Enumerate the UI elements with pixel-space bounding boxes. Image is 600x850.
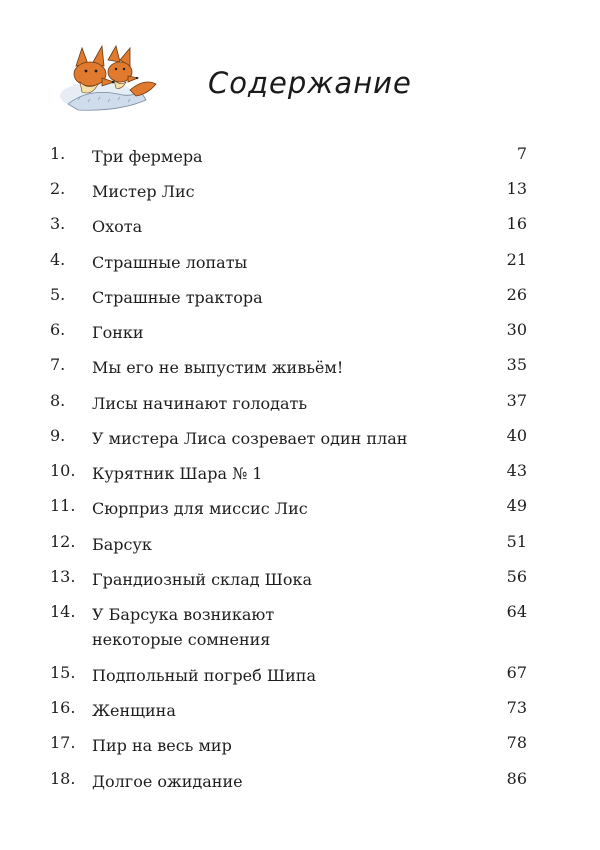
chapter-number: 10.	[50, 461, 76, 480]
toc-entry	[0, 567, 600, 597]
chapter-title: Три фермера	[92, 147, 203, 166]
chapter-number: 3.	[50, 214, 66, 233]
chapter-title: Лисы начинают голодать	[92, 394, 308, 413]
chapter-title: Охота	[92, 217, 143, 236]
page-number: 78	[506, 733, 527, 752]
page-number: 13	[506, 179, 527, 198]
chapter-title: Курятник Шара № 1	[92, 464, 263, 483]
page-number: 26	[506, 285, 527, 304]
chapter-title	[92, 602, 472, 652]
toc-entry	[0, 461, 600, 491]
toc-entry	[0, 769, 600, 799]
chapter-number: 2.	[50, 179, 66, 198]
chapter-title: Долгое ожидание	[92, 772, 243, 791]
chapter-number: 17.	[50, 733, 76, 752]
fox-family-illustration	[58, 38, 168, 116]
page-number: 56	[506, 567, 527, 586]
chapter-title: Грандиозный склад Шока	[92, 570, 313, 589]
chapter-title: Мы его не выпустим живьём!	[92, 358, 344, 377]
chapter-title-line: У Барсука возникают	[92, 605, 275, 624]
page-number: 86	[506, 769, 527, 788]
toc-entry	[0, 320, 600, 350]
chapter-number: 1.	[50, 144, 66, 163]
chapter-title: Барсук	[92, 535, 152, 554]
page-number: 51	[506, 532, 527, 551]
toc-entry	[0, 733, 600, 763]
chapter-number: 18.	[50, 769, 76, 788]
toc-entry	[0, 496, 600, 526]
page-number: 35	[506, 355, 527, 374]
chapter-number: 8.	[50, 391, 66, 410]
header	[0, 0, 600, 130]
chapter-number: 13.	[50, 567, 76, 586]
page-number: 49	[506, 496, 527, 515]
chapter-title: Сюрприз для миссис Лис	[92, 499, 308, 518]
chapter-title: У мистера Лиса созревает один план	[92, 429, 408, 448]
chapter-title: Страшные лопаты	[92, 253, 248, 272]
chapter-number: 15.	[50, 663, 76, 682]
toc-entry	[0, 144, 600, 174]
toc-entry	[0, 602, 600, 654]
page-number: 64	[506, 602, 527, 621]
chapter-title-line: некоторые сомнения	[92, 630, 271, 649]
chapter-number: 5.	[50, 285, 66, 304]
page-number: 43	[506, 461, 527, 480]
chapter-number: 6.	[50, 320, 66, 339]
chapter-number: 4.	[50, 250, 66, 269]
toc-entry	[0, 214, 600, 244]
page-number: 21	[506, 250, 527, 269]
chapter-number: 16.	[50, 698, 76, 717]
chapter-title: Мистер Лис	[92, 182, 195, 201]
toc-entry	[0, 250, 600, 280]
chapter-number: 7.	[50, 355, 66, 374]
chapter-title: Страшные трактора	[92, 288, 263, 307]
toc-entry	[0, 426, 600, 456]
chapter-number: 11.	[50, 496, 76, 515]
toc-entry	[0, 391, 600, 421]
toc-entry	[0, 532, 600, 562]
toc-entry	[0, 355, 600, 385]
toc-entry	[0, 698, 600, 728]
chapter-number: 14.	[50, 602, 76, 621]
chapter-title: Подпольный погреб Шипа	[92, 666, 316, 685]
page-title: Содержание	[208, 66, 412, 100]
toc-entry	[0, 285, 600, 315]
page-number: 40	[506, 426, 527, 445]
toc-entry	[0, 663, 600, 693]
page-number: 37	[506, 391, 527, 410]
page-number: 30	[506, 320, 527, 339]
page-number: 73	[506, 698, 527, 717]
chapter-number: 9.	[50, 426, 66, 445]
page-number: 7	[516, 144, 527, 163]
chapter-title: Пир на весь мир	[92, 736, 232, 755]
toc-entry	[0, 179, 600, 209]
chapter-title: Женщина	[92, 701, 176, 720]
page-number: 16	[506, 214, 527, 233]
chapter-number: 12.	[50, 532, 76, 551]
page-number: 67	[506, 663, 527, 682]
chapter-title: Гонки	[92, 323, 144, 342]
